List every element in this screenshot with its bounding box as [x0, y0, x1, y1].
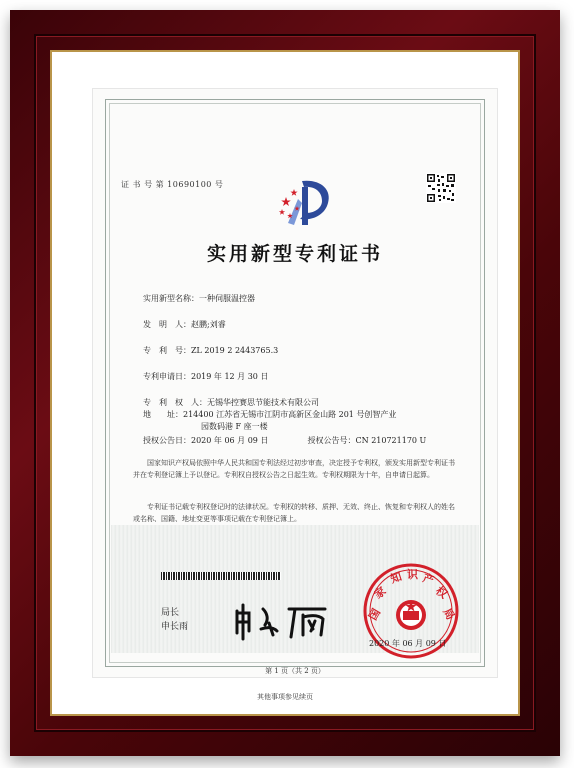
- field-patent-number: [143, 345, 278, 356]
- field-utility-model-name: [143, 293, 255, 304]
- seal-date: 2020 年 06 月 09 日: [369, 639, 447, 648]
- field-patent-owner: [143, 397, 319, 408]
- signature-icon: [233, 601, 333, 641]
- frame-mat: [52, 52, 518, 714]
- field-address-line2: 园数码港 F 座一楼: [201, 422, 268, 431]
- legal-status-paragraph: 专利证书记载专利权登记时的法律状况。专利权的转移、质押、无效、终止、恢复和专利权人的姓名或名称、国籍、地址变更等事项记载在专利登记簿上。: [133, 503, 455, 523]
- field-label: 地 址：: [143, 410, 183, 419]
- field-label: 专 利 权 人：: [143, 398, 207, 407]
- svg-text:识: 识: [407, 568, 418, 581]
- field-value: CN 210721170 U: [355, 436, 427, 445]
- certificate-number: 证 书 号 第 10690100 号: [121, 180, 224, 189]
- certificate-title: 实用新型专利证书: [206, 243, 383, 265]
- field-value: 赵鹏;刘睿: [191, 320, 226, 329]
- svg-text:知: 知: [388, 570, 404, 586]
- field-label: 授权公告日：: [143, 436, 191, 445]
- picture-frame: [10, 10, 560, 756]
- field-label: 授权公告号：: [307, 436, 356, 445]
- signatory-title: 局长: [161, 608, 180, 618]
- svg-text:产: 产: [421, 571, 436, 588]
- continuation-note: 其他事项参见续页: [257, 693, 313, 701]
- qr-code-icon: [426, 173, 456, 203]
- patent-office-logo-icon: [276, 175, 338, 231]
- svg-text:局: 局: [440, 606, 458, 623]
- certificate-paper: [92, 88, 498, 678]
- field-inventor: [143, 319, 226, 330]
- field-address: [143, 409, 396, 420]
- field-value: 2020 年 06 月 09 日: [191, 436, 269, 445]
- field-label: 专利申请日：: [143, 372, 191, 381]
- signatory-name: 申长雨: [161, 622, 189, 632]
- svg-text:国: 国: [366, 606, 384, 623]
- field-label: 专 利 号：: [143, 346, 191, 355]
- page-number: 第 1 页（共 2 页）: [265, 667, 325, 675]
- field-value: 2019 年 12 月 30 日: [191, 372, 269, 381]
- svg-text:权: 权: [433, 584, 450, 602]
- field-grant-date: [143, 435, 426, 446]
- svg-text:家: 家: [371, 584, 389, 602]
- grant-statement-paragraph: 国家知识产权局依照中华人民共和国专利法经过初步审查，决定授予专利权，颁发实用新型专利证书并在专利登记簿上予以登记。专利权自授权公告之日起生效。专利权期限为十年，自申请日起算。: [133, 459, 455, 479]
- barcode-icon: [161, 572, 281, 580]
- field-label: 发 明 人：: [143, 320, 191, 329]
- field-value: 214400 江苏省无锡市江阴市高新区金山路 201 号创智产业: [183, 410, 397, 419]
- field-filing-date: [143, 371, 268, 382]
- field-value: ZL 2019 2 2443765.3: [191, 346, 279, 355]
- field-label: 实用新型名称：: [143, 294, 199, 303]
- field-value: 无锡华控赛思节能技术有限公司: [207, 398, 319, 407]
- field-value: 一种伺服温控器: [199, 294, 255, 303]
